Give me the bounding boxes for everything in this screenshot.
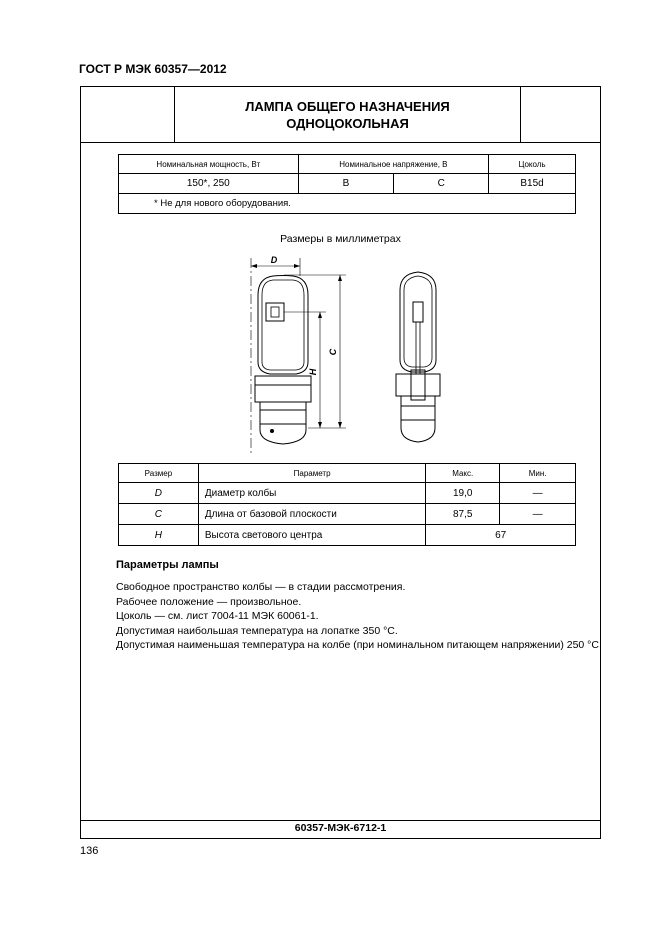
lamp-param-line: Цоколь — см. лист 7004-11 МЭК 60061-1. [116,610,319,622]
table-row [119,525,576,546]
specs-header-row [119,155,576,174]
param-name: Высота светового центра [198,525,425,546]
specs-note: * Не для нового оборудования. [119,194,576,214]
specs-power: 150*, 250 [119,174,299,194]
drawing-label-c: C [328,348,338,356]
standard-header: ГОСТ Р МЭК 60357—2012 [79,62,227,76]
title-divider [80,142,601,143]
lamp-param-line: Рабочее положение — произвольное. [116,595,302,608]
params-table [118,463,576,546]
params-header-min: Мин. [500,464,576,483]
dimensions-caption: Размеры в миллиметрах [280,233,401,245]
drawing-label-d: D [270,255,278,265]
param-size: D [119,483,199,504]
param-name: Длина от базовой плоскости [198,504,425,525]
param-size: H [119,525,199,546]
params-header-row [119,464,576,483]
specs-voltage-a: В [298,174,394,194]
param-max: 87,5 [426,504,500,525]
specs-base: B15d [489,174,576,194]
specs-voltage-b: С [394,174,489,194]
lamp-drawing [238,250,468,455]
specs-table [118,154,576,214]
page-number: 136 [80,845,99,857]
param-size: C [119,504,199,525]
specs-header-voltage: Номинальное напряжение, В [298,155,489,174]
table-row [119,504,576,525]
params-header-size: Размер [119,464,199,483]
lamp-param-line: Допустимая наибольшая температура на лопатке 350 °С. [116,624,398,637]
title-cell-left [80,86,175,143]
lamp-params-heading: Параметры лампы [116,559,219,571]
param-name: Диаметр колбы [198,483,425,504]
params-header-max: Макс. [426,464,500,483]
param-min: — [500,504,576,525]
params-header-param: Параметр [198,464,425,483]
lamp-param-line: Допустимая наименьшая температура на колбе (при номинальном питающем напряжении) 250 °С. [116,639,602,651]
param-min: — [500,483,576,504]
sheet-title-line2: ОДНОЦОКОЛЬНАЯ [286,116,409,131]
specs-header-power: Номинальная мощность, Вт [119,155,299,174]
param-max: 19,0 [426,483,500,504]
specs-note-row [119,194,576,214]
sheet-code: 60357-МЭК-6712-1 [294,822,387,834]
sheet-title-line1: ЛАМПА ОБЩЕГО НАЗНАЧЕНИЯ [245,99,450,114]
drawing-label-h: H [308,368,318,376]
specs-value-row [119,174,576,194]
lamp-param-line: Свободное пространство колбы — в стадии рассмотрения. [116,581,406,593]
specs-header-base: Цоколь [489,155,576,174]
sheet-title [175,98,520,132]
footer-divider [80,820,601,821]
lamp-params-text [116,580,602,653]
table-row [119,483,576,504]
param-value: 67 [426,525,576,546]
